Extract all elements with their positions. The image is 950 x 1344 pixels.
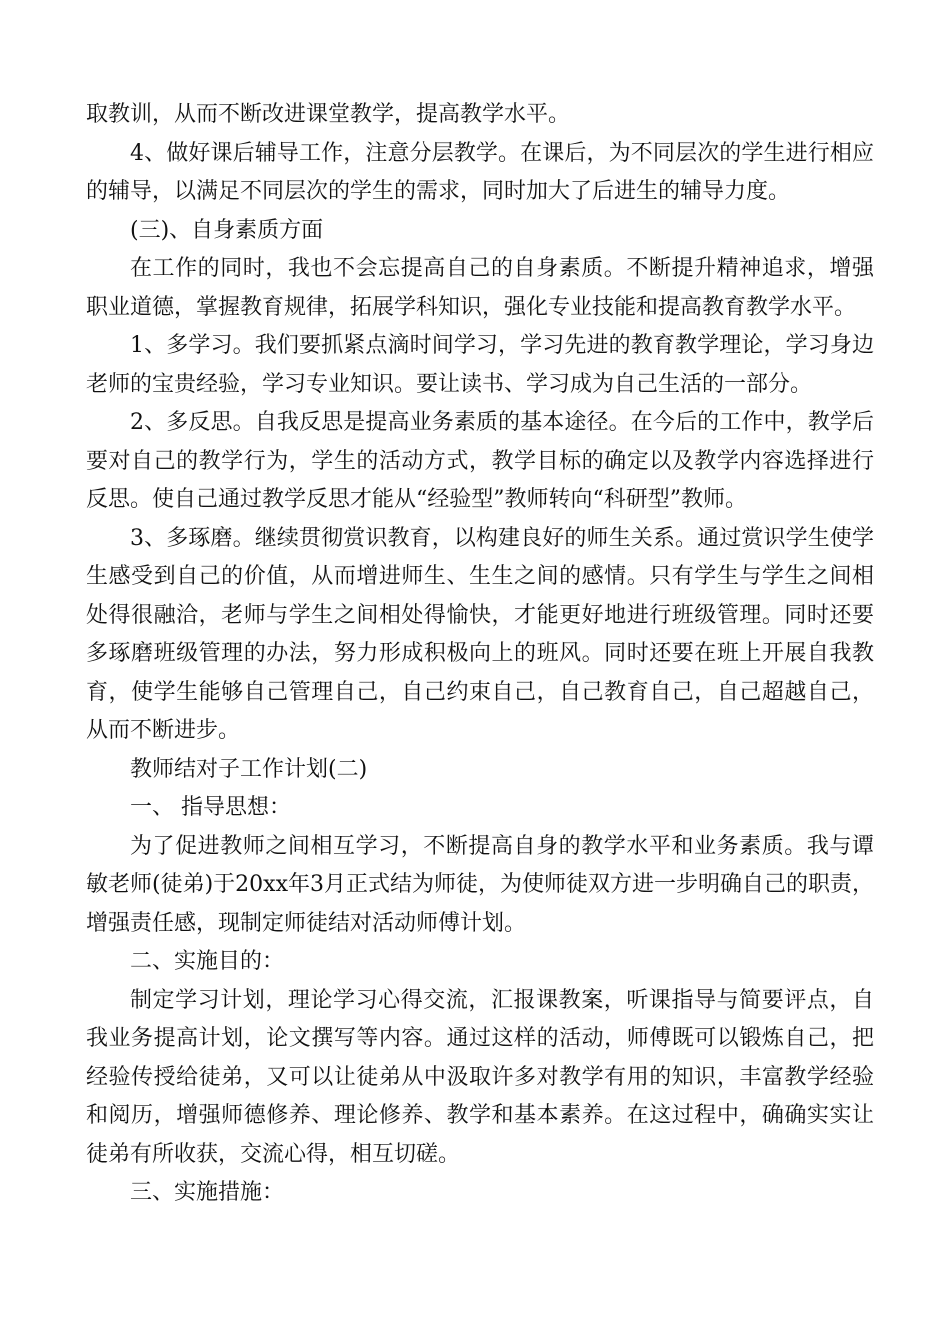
section-heading-measures: 三、实施措施：: [130, 1180, 285, 1205]
section-heading-self-quality: (三)、自身素质方面: [130, 217, 324, 243]
paragraph-item-4-tutoring: 4、做好课后辅导工作，注意分层教学。在课后，为不同层次的学生进行相应的辅导，以满足不同层次的学生的需求，同时加大了后进生的辅导力度。: [86, 140, 874, 204]
paragraph-self-quality-intro: 在工作的同时，我也不会忘提高自己的自身素质。不断提升精神追求，增强职业道德，掌握教育规律，拓展学科知识，强化专业技能和提高教育教学水平。: [86, 256, 874, 320]
paragraph-item-3-ponder: 3、多琢磨。继续贯彻赏识教育，以构建良好的师生关系。通过赏识学生使学生感受到自己的价值，从而增进师生、生生之间的感情。只有学生与学生之间相处得很融洽，老师与学生之间相处得愉快，才能更好地进行班级管理。同时还要多琢磨班级管理的办法，努力形成积极向上的班风。同时还要在班上开展自我教育，使学生能够自己管理自己，自己约束自己，自己教育自己，自己超越自己，从而不断进步。: [86, 525, 874, 743]
paragraph-continuation: 取教训，从而不断改进课堂教学，提高教学水平。: [86, 102, 571, 127]
paragraph-purpose: 制定学习计划，理论学习心得交流，汇报课教案，听课指导与简要评点，自我业务提高计划，论文撰写等内容。通过这样的活动，师傅既可以锻炼自己，把经验传授给徒弟，又可以让徒弟从中汲取许多对教学有用的知识，丰富教学经验和阅历，增强师德修养、理论修养、教学和基本素养。在这过程中，确确实实让徒弟有所收获，交流心得，相互切磋。: [86, 987, 874, 1167]
section-heading-purpose: 二、实施目的：: [130, 949, 285, 974]
document-subtitle: 教师结对子工作计划(二): [130, 756, 368, 782]
section-heading-guiding-thought: 一、 指导思想：: [130, 795, 291, 820]
paragraph-guiding-thought: 为了促进教师之间相互学习，不断提高自身的教学水平和业务素质。我与谭敏老师(徒弟)于20xx年3月正式结为师徒，为使师徒双方进一步明确自己的职责，增强责任感，现制定师徒结对活动师傅计划。: [86, 833, 874, 936]
document-body: [86, 96, 874, 1213]
paragraph-item-2-reflect: 2、多反思。自我反思是提高业务素质的基本途径。在今后的工作中，教学后要对自己的教学行为，学生的活动方式，教学目标的确定以及教学内容选择进行反思。使自己通过教学反思才能从“经验型”教师转向“科研型”教师。: [86, 410, 874, 512]
paragraph-item-1-study: 1、多学习。我们要抓紧点滴时间学习，学习先进的教育教学理论，学习身边老师的宝贵经验，学习专业知识。要让读书、学习成为自己生活的一部分。: [86, 333, 874, 397]
